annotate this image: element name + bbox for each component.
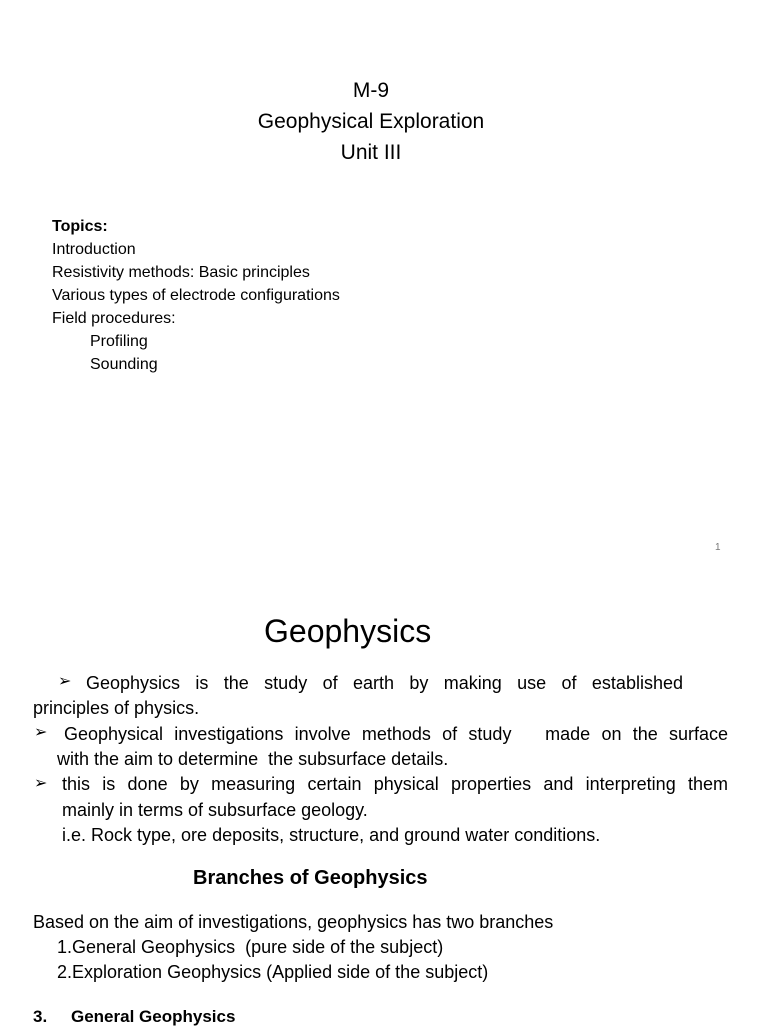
topics-heading: Topics: (52, 218, 108, 235)
course-code: M-9 (352, 79, 390, 102)
section-title: General Geophysics (71, 1007, 236, 1026)
topics-list (52, 215, 340, 376)
point-3-line-3: i.e. Rock type, ore deposits, structure, and ground water conditions. (62, 825, 601, 845)
arrow-bullet-icon: ➢ (34, 724, 48, 741)
point-3-line-2: mainly in terms of subsurface geology. (62, 800, 368, 820)
arrow-bullet-icon: ➢ (58, 673, 72, 690)
branches-intro: Based on the aim of investigations, geophysics has two branches (33, 912, 554, 932)
topic-item: Various types of electrode configurations (52, 287, 340, 304)
topic-item: Field procedures: (52, 310, 176, 327)
slide-number: 1 (715, 542, 721, 553)
branch-item: 1.General Geophysics (pure side of the subject) (57, 937, 444, 957)
point-1-line-2: principles of physics. (33, 698, 200, 718)
branch-item: 2.Exploration Geophysics (Applied side of the subject) (57, 962, 489, 982)
point-2-line-1: Geophysical investigations involve methods of study made on the surface (64, 724, 728, 744)
subtopic-item: Sounding (90, 356, 158, 373)
subtopic-item: Profiling (90, 333, 148, 350)
topic-item: Introduction (52, 241, 136, 258)
arrow-bullet-icon: ➢ (34, 775, 48, 792)
topic-item: Resistivity methods: Basic principles (52, 264, 310, 281)
point-3-line-1: this is done by measuring certain physical properties and interpreting them (62, 774, 728, 794)
section-heading (33, 1005, 235, 1029)
unit-title: Unit III (340, 141, 402, 164)
point-1-line-1: Geophysics is the study of earth by making use of established (86, 673, 683, 693)
slide-title: Geophysics (264, 613, 432, 649)
course-title: Geophysical Exploration (257, 110, 485, 133)
branches-heading: Branches of Geophysics (193, 867, 428, 889)
section-number: 3. (33, 1007, 48, 1026)
point-2-line-2: with the aim to determine the subsurface details. (57, 749, 449, 769)
